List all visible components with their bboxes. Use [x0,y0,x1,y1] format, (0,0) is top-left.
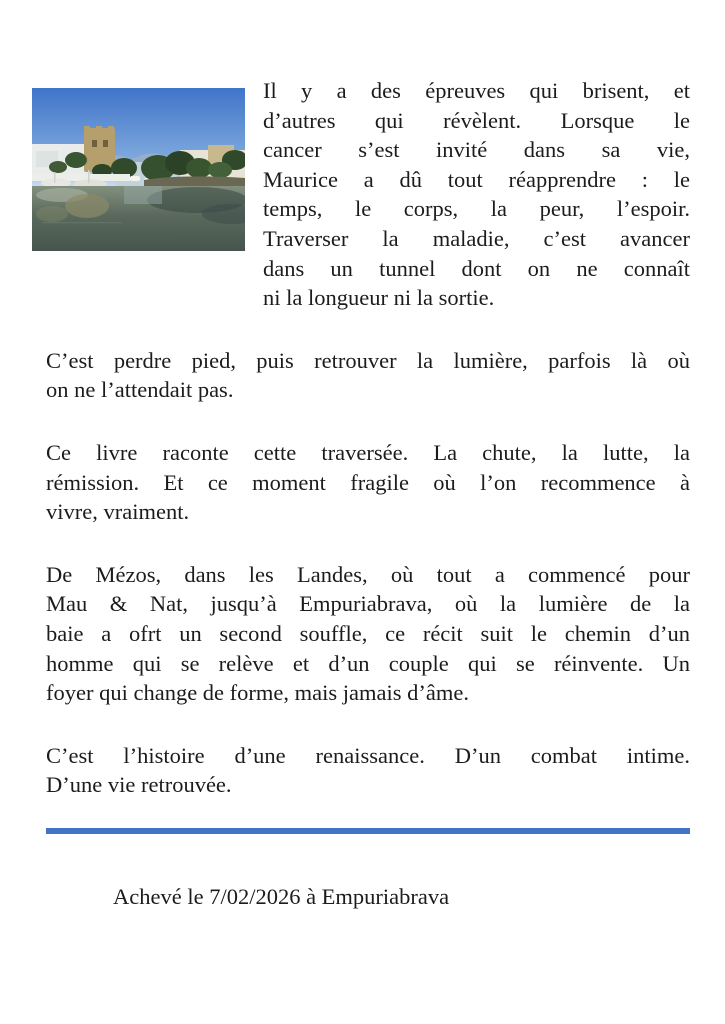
text-line: De Mézos, dans les Landes, où tout a commencé pour [46,561,690,587]
text-line: dans un tunnel dont on ne connaît [263,255,690,281]
text-line: Mau & Nat, jusqu’à Empuriabrava, où la lumière de la [46,591,690,617]
text-line: cancer s’est invité dans sa vie, [263,137,690,163]
trees [65,152,87,168]
text-line: rémission. Et ce moment fragile où l’on recommence à [46,469,690,495]
text-line: vivre, vraiment. [46,499,190,525]
text-line: C’est perdre pied, puis retrouver la lumière, parfois là où [46,347,690,373]
text-line: on ne l’attendait pas. [46,377,234,403]
text-line: Maurice a dû tout réapprendre : le [263,166,690,192]
text-line: C’est l’histoire d’une renaissance. D’un combat intime. [46,742,690,768]
text-line: d’autres qui révèlent. Lorsque le [263,107,690,133]
water [32,186,245,251]
paragraph-4 [46,560,690,708]
marina-photo [32,88,245,251]
text-line: baie a ofrt un second souffle, ce récit suit le chemin d’un [46,620,690,646]
intro-block [46,0,690,313]
completion-note: Achevé le 7/02/2026 à Empuriabrava [113,883,450,909]
paragraph-3 [46,438,690,527]
divider-line [46,828,690,834]
text-line: Ce livre raconte cette traversée. La chute, la lutte, la [46,439,690,465]
text-line: temps, le corps, la peur, l’espoir. [263,196,690,222]
text-line: ni la longueur ni la sortie. [263,285,495,311]
paragraph-intro [263,76,690,313]
text-line: D’une vie retrouvée. [46,772,232,798]
paragraph-5 [46,741,690,800]
text-line: Il y a des épreuves qui brisent, et [263,78,690,103]
text-line: homme qui se relève et d’un couple qui se réinvente. Un [46,650,690,676]
text-line: Traverser la maladie, c’est avancer [263,225,690,251]
paragraph-2 [46,346,690,405]
text-line: foyer qui change de forme, mais jamais d’âme. [46,680,469,706]
